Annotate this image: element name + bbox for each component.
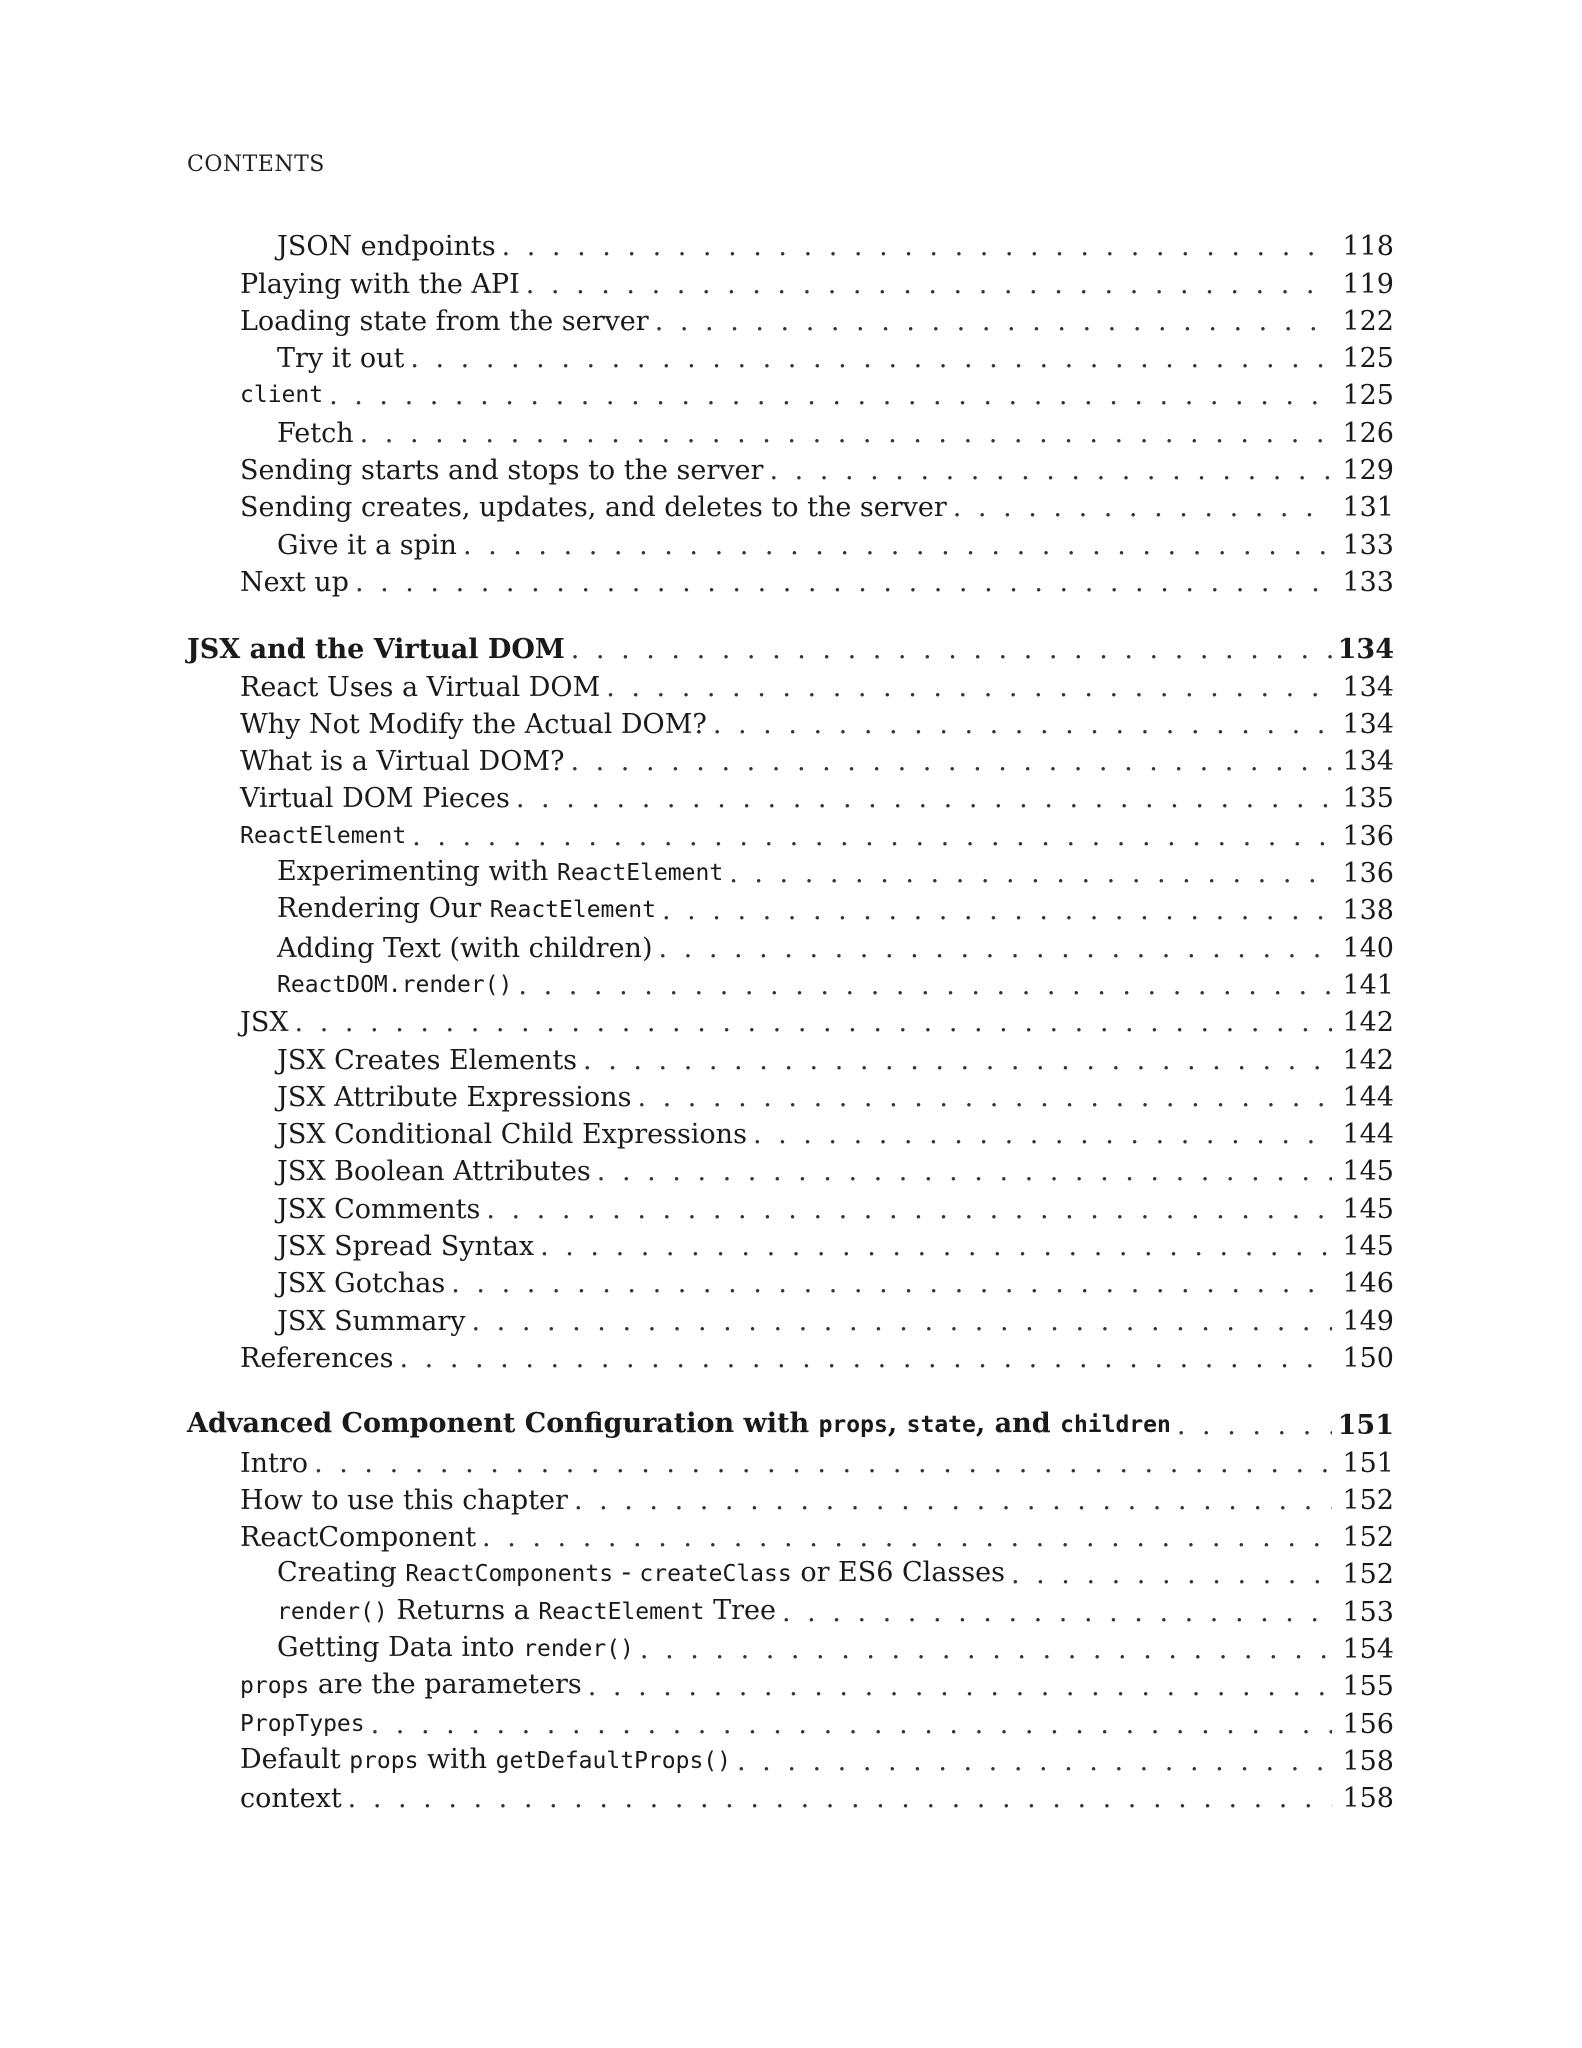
toc-page-number: 134 (1342, 746, 1394, 778)
toc-title-code: getDefaultProps() (495, 1747, 731, 1774)
toc-title-text: JSX Spread Syntax (277, 1231, 535, 1263)
toc-title-code: ReactElement (538, 1598, 705, 1625)
table-of-contents (187, 228, 1394, 1817)
toc-entry-title (240, 1482, 574, 1519)
toc-entry-title (240, 1780, 348, 1817)
dot-leader (371, 1706, 1332, 1743)
toc-title-code: state (906, 1412, 976, 1439)
toc-entry-title (277, 1265, 451, 1302)
toc-page-number: 146 (1342, 1268, 1394, 1300)
dot-leader (355, 564, 1332, 601)
toc-page-number: 142 (1342, 1044, 1394, 1076)
toc-entry-title (277, 1629, 640, 1668)
toc-entry-title (277, 340, 410, 377)
toc-page-number: 151 (1342, 1447, 1394, 1479)
dot-leader (953, 489, 1332, 526)
toc-title-code: client (240, 382, 324, 409)
toc-page-number: 150 (1342, 1342, 1394, 1374)
toc-title-code: createClass (639, 1561, 792, 1588)
toc-entry[interactable] (187, 1444, 1394, 1481)
toc-entry-title (277, 415, 360, 452)
toc-title-text: JSX and the Virtual DOM (187, 634, 565, 666)
toc-title-text: JSX Attribute Expressions (277, 1081, 632, 1113)
toc-entry-title (277, 1116, 753, 1153)
toc-page-number: 131 (1342, 492, 1394, 524)
toc-entry-title (240, 780, 516, 817)
toc-entry-title (240, 452, 769, 489)
toc-entry[interactable] (187, 1265, 1394, 1302)
toc-page-number: 156 (1342, 1708, 1394, 1740)
toc-entry[interactable] (187, 892, 1394, 929)
toc-title-code: ReactDOM.render() (277, 971, 513, 998)
toc-title-text: Why Not Modify the Actual DOM? (240, 708, 707, 740)
toc-entry[interactable] (187, 1004, 1394, 1041)
dot-leader (597, 1153, 1332, 1190)
toc-title-text: Try it out (277, 343, 405, 375)
toc-title-code: ReactElement (557, 860, 724, 887)
dot-leader (360, 415, 1332, 452)
toc-title-text: JSX Boolean Attributes (277, 1156, 591, 1188)
toc-entry-title (277, 1303, 471, 1340)
dot-leader (482, 1519, 1332, 1556)
toc-entry-title (240, 564, 355, 601)
dot-leader (662, 892, 1332, 929)
toc-title-code: children (1060, 1412, 1171, 1439)
toc-entry[interactable] (187, 706, 1394, 743)
toc-page-number: 152 (1342, 1559, 1394, 1591)
toc-entry[interactable] (187, 1519, 1394, 1556)
dot-leader (570, 743, 1332, 780)
toc-chapter-entry[interactable] (187, 631, 1394, 668)
toc-page-number: 119 (1342, 268, 1394, 300)
toc-title-text: JSX Gotchas (277, 1268, 446, 1300)
toc-title-text: Give it a spin (277, 529, 457, 561)
toc-page-number: 144 (1342, 1081, 1394, 1113)
toc-entry-title (277, 1079, 637, 1116)
dot-leader (1177, 1407, 1332, 1444)
toc-entry[interactable] (187, 1116, 1394, 1153)
toc-entry-title (240, 375, 329, 414)
toc-page-number: 134 (1342, 671, 1394, 703)
toc-entry[interactable] (187, 452, 1394, 489)
toc-entry-title (277, 1592, 782, 1631)
toc-entry[interactable] (187, 228, 1394, 265)
toc-entry-title (240, 706, 713, 743)
dot-leader (637, 1079, 1332, 1116)
toc-page-number: 145 (1342, 1193, 1394, 1225)
toc-title-text: Creating (277, 1557, 406, 1589)
toc-page-number: 136 (1342, 820, 1394, 852)
toc-page-number: 149 (1342, 1305, 1394, 1337)
toc-entry-title (240, 303, 655, 340)
toc-title-text: JSX Comments (277, 1193, 481, 1225)
toc-entry[interactable] (187, 303, 1394, 340)
dot-leader (486, 1191, 1332, 1228)
toc-entry[interactable] (187, 340, 1394, 377)
toc-page-number: 125 (1342, 380, 1394, 412)
toc-entry[interactable] (187, 1705, 1394, 1742)
dot-leader (588, 1668, 1332, 1705)
toc-chapter-entry[interactable] (187, 1407, 1394, 1444)
dot-leader (729, 855, 1332, 892)
toc-title-text: Advanced Component Configuration with (187, 1408, 819, 1440)
dot-leader (412, 818, 1332, 855)
toc-entry-title (277, 965, 518, 1004)
toc-entry-title (240, 1519, 482, 1556)
toc-title-text: JSON endpoints (277, 231, 496, 263)
toc-title-text: Virtual DOM Pieces (240, 783, 510, 815)
toc-title-code: render() (277, 1598, 388, 1625)
toc-title-text: , and (975, 1408, 1061, 1440)
toc-title-text: References (240, 1342, 394, 1374)
toc-title-text: JSX Conditional Child Expressions (277, 1119, 747, 1151)
toc-entry[interactable] (187, 377, 1394, 414)
toc-entry[interactable] (187, 564, 1394, 601)
toc-title-text: Sending creates, updates, and deletes to the server (240, 492, 947, 524)
toc-entry-title (277, 1228, 540, 1265)
toc-title-text: How to use this chapter (240, 1484, 568, 1516)
toc-page-number: 152 (1342, 1484, 1394, 1516)
toc-entry-title (240, 1340, 400, 1377)
toc-title-text: - (613, 1557, 640, 1589)
toc-page-number: 145 (1342, 1156, 1394, 1188)
toc-entry[interactable] (187, 265, 1394, 302)
toc-page-number: 136 (1342, 858, 1394, 890)
toc-title-text: Tree (704, 1594, 776, 1626)
toc-entry-title (240, 1004, 295, 1041)
toc-entry[interactable] (187, 855, 1394, 892)
dot-leader (713, 706, 1332, 743)
toc-title-text: Experimenting with (277, 856, 558, 888)
toc-entry-title (277, 853, 729, 892)
dot-leader (540, 1228, 1332, 1265)
toc-entry-title (240, 669, 606, 706)
toc-title-text: Rendering Our (277, 893, 490, 925)
toc-title-text: Adding Text (with children) (277, 932, 653, 964)
toc-title-code: PropTypes (240, 1710, 365, 1737)
toc-entry-title (240, 1704, 371, 1743)
toc-page-number: 158 (1342, 1783, 1394, 1815)
dot-leader (348, 1780, 1332, 1817)
dot-leader (400, 1340, 1332, 1377)
toc-entry[interactable] (187, 1743, 1394, 1780)
dot-leader (655, 303, 1332, 340)
toc-entry[interactable] (187, 1668, 1394, 1705)
toc-entry-title (240, 1666, 588, 1705)
toc-entry[interactable] (187, 1593, 1394, 1630)
dot-leader (451, 1265, 1332, 1302)
dot-leader (583, 1042, 1332, 1079)
toc-title-text: context (240, 1783, 342, 1815)
dot-leader (640, 1631, 1332, 1668)
toc-page-number: 154 (1342, 1633, 1394, 1665)
toc-entry[interactable] (187, 817, 1394, 854)
toc-page-number: 158 (1342, 1745, 1394, 1777)
toc-title-text: ReactComponent (240, 1522, 477, 1554)
toc-page-number: 155 (1342, 1671, 1394, 1703)
toc-entry[interactable] (187, 1482, 1394, 1519)
toc-entry[interactable] (187, 1340, 1394, 1377)
dot-leader (471, 1303, 1332, 1340)
toc-entry[interactable] (187, 668, 1394, 705)
dot-leader (769, 452, 1332, 489)
toc-entry[interactable] (187, 929, 1394, 966)
toc-entry-title (277, 1042, 583, 1079)
dot-leader (329, 377, 1332, 414)
toc-page-number: 142 (1342, 1007, 1394, 1039)
dot-leader (1011, 1556, 1332, 1593)
toc-entry-title (277, 1191, 486, 1228)
toc-entry-title (240, 1741, 737, 1780)
toc-page-number: 144 (1342, 1119, 1394, 1151)
toc-entry[interactable] (187, 414, 1394, 451)
toc-page-number: 140 (1342, 932, 1394, 964)
toc-entry-title (240, 816, 412, 855)
dot-leader (410, 340, 1332, 377)
toc-title-text: What is a Virtual DOM? (240, 746, 565, 778)
dot-leader (314, 1445, 1332, 1482)
toc-title-text: Intro (240, 1447, 309, 1479)
toc-entry-title (240, 1445, 314, 1482)
toc-entry[interactable] (187, 1302, 1394, 1339)
toc-entry-title (187, 1405, 1177, 1444)
dot-leader (782, 1594, 1332, 1631)
toc-title-text: Playing with the API (240, 268, 520, 300)
toc-title-text: Sending starts and stops to the server (240, 455, 764, 487)
toc-title-text: Next up (240, 566, 349, 598)
dot-leader (518, 967, 1332, 1004)
toc-entry-title (187, 631, 571, 668)
toc-title-code: props (349, 1747, 419, 1774)
toc-page-number: 133 (1342, 529, 1394, 561)
dot-leader (502, 228, 1332, 265)
dot-leader (606, 669, 1332, 706)
toc-page-number: 134 (1342, 708, 1394, 740)
dot-leader (574, 1482, 1332, 1519)
toc-page-number: 125 (1342, 343, 1394, 375)
toc-entry[interactable] (187, 967, 1394, 1004)
toc-entry[interactable] (187, 1041, 1394, 1078)
toc-entry-title (277, 1153, 597, 1190)
toc-page-number: 152 (1342, 1522, 1394, 1554)
toc-entry-title (277, 527, 463, 564)
toc-page-number: 151 (1337, 1410, 1394, 1442)
toc-entry[interactable] (187, 780, 1394, 817)
toc-title-text: Returns a (387, 1594, 539, 1626)
toc-entry-title (240, 743, 570, 780)
dot-leader (526, 266, 1332, 303)
toc-title-text: JSX Creates Elements (277, 1044, 578, 1076)
toc-entry-title (277, 930, 658, 967)
dot-leader (463, 527, 1332, 564)
toc-title-text: Loading state from the server (240, 305, 649, 337)
dot-leader (737, 1743, 1332, 1780)
toc-page-number: 153 (1342, 1596, 1394, 1628)
toc-entry[interactable] (187, 1228, 1394, 1265)
toc-page-number: 133 (1342, 566, 1394, 598)
toc-title-text: Default (240, 1743, 350, 1775)
toc-entry-title (277, 228, 502, 265)
toc-title-code: ReactElement (240, 822, 407, 849)
dot-leader (571, 631, 1332, 668)
toc-entry[interactable] (187, 743, 1394, 780)
toc-title-code: props (240, 1673, 310, 1700)
toc-title-code: ReactComponents (405, 1561, 614, 1588)
toc-title-code: props (818, 1412, 888, 1439)
toc-title-text: with (418, 1743, 496, 1775)
toc-title-text: JSX Summary (277, 1305, 466, 1337)
toc-page-number: 126 (1342, 417, 1394, 449)
toc-page-number: 129 (1342, 455, 1394, 487)
toc-title-text: Fetch (277, 417, 354, 449)
dot-leader (295, 1004, 1332, 1041)
toc-page-number: 141 (1342, 969, 1394, 1001)
toc-entry-title (277, 890, 662, 929)
toc-entry[interactable] (187, 1079, 1394, 1116)
toc-title-text: Getting Data into (277, 1631, 524, 1663)
toc-title-text: are the parameters (309, 1669, 582, 1701)
toc-entry[interactable] (187, 489, 1394, 526)
toc-entry-title (240, 489, 953, 526)
toc-entry[interactable] (187, 1190, 1394, 1227)
toc-page-number: 134 (1337, 634, 1394, 666)
toc-title-code: render() (523, 1635, 634, 1662)
toc-entry[interactable] (187, 1631, 1394, 1668)
toc-page-number: 135 (1342, 783, 1394, 815)
toc-page-number: 118 (1342, 231, 1394, 263)
toc-entry[interactable] (187, 1153, 1394, 1190)
toc-title-text: or ES6 Classes (791, 1557, 1005, 1589)
dot-leader (658, 930, 1332, 967)
toc-entry[interactable] (187, 526, 1394, 563)
toc-title-text: JSX (240, 1007, 289, 1039)
dot-leader (516, 780, 1332, 817)
toc-page-number: 138 (1342, 895, 1394, 927)
toc-entry-title (277, 1554, 1011, 1593)
toc-entry-title (240, 266, 526, 303)
toc-title-text: React Uses a Virtual DOM (240, 671, 601, 703)
toc-entry[interactable] (187, 1780, 1394, 1817)
dot-leader (753, 1116, 1332, 1153)
toc-page-number: 145 (1342, 1231, 1394, 1263)
running-head: CONTENTS (187, 152, 325, 177)
toc-title-text: , (887, 1408, 907, 1440)
toc-entry[interactable] (187, 1556, 1394, 1593)
toc-page-number: 122 (1342, 305, 1394, 337)
toc-title-code: ReactElement (489, 897, 656, 924)
